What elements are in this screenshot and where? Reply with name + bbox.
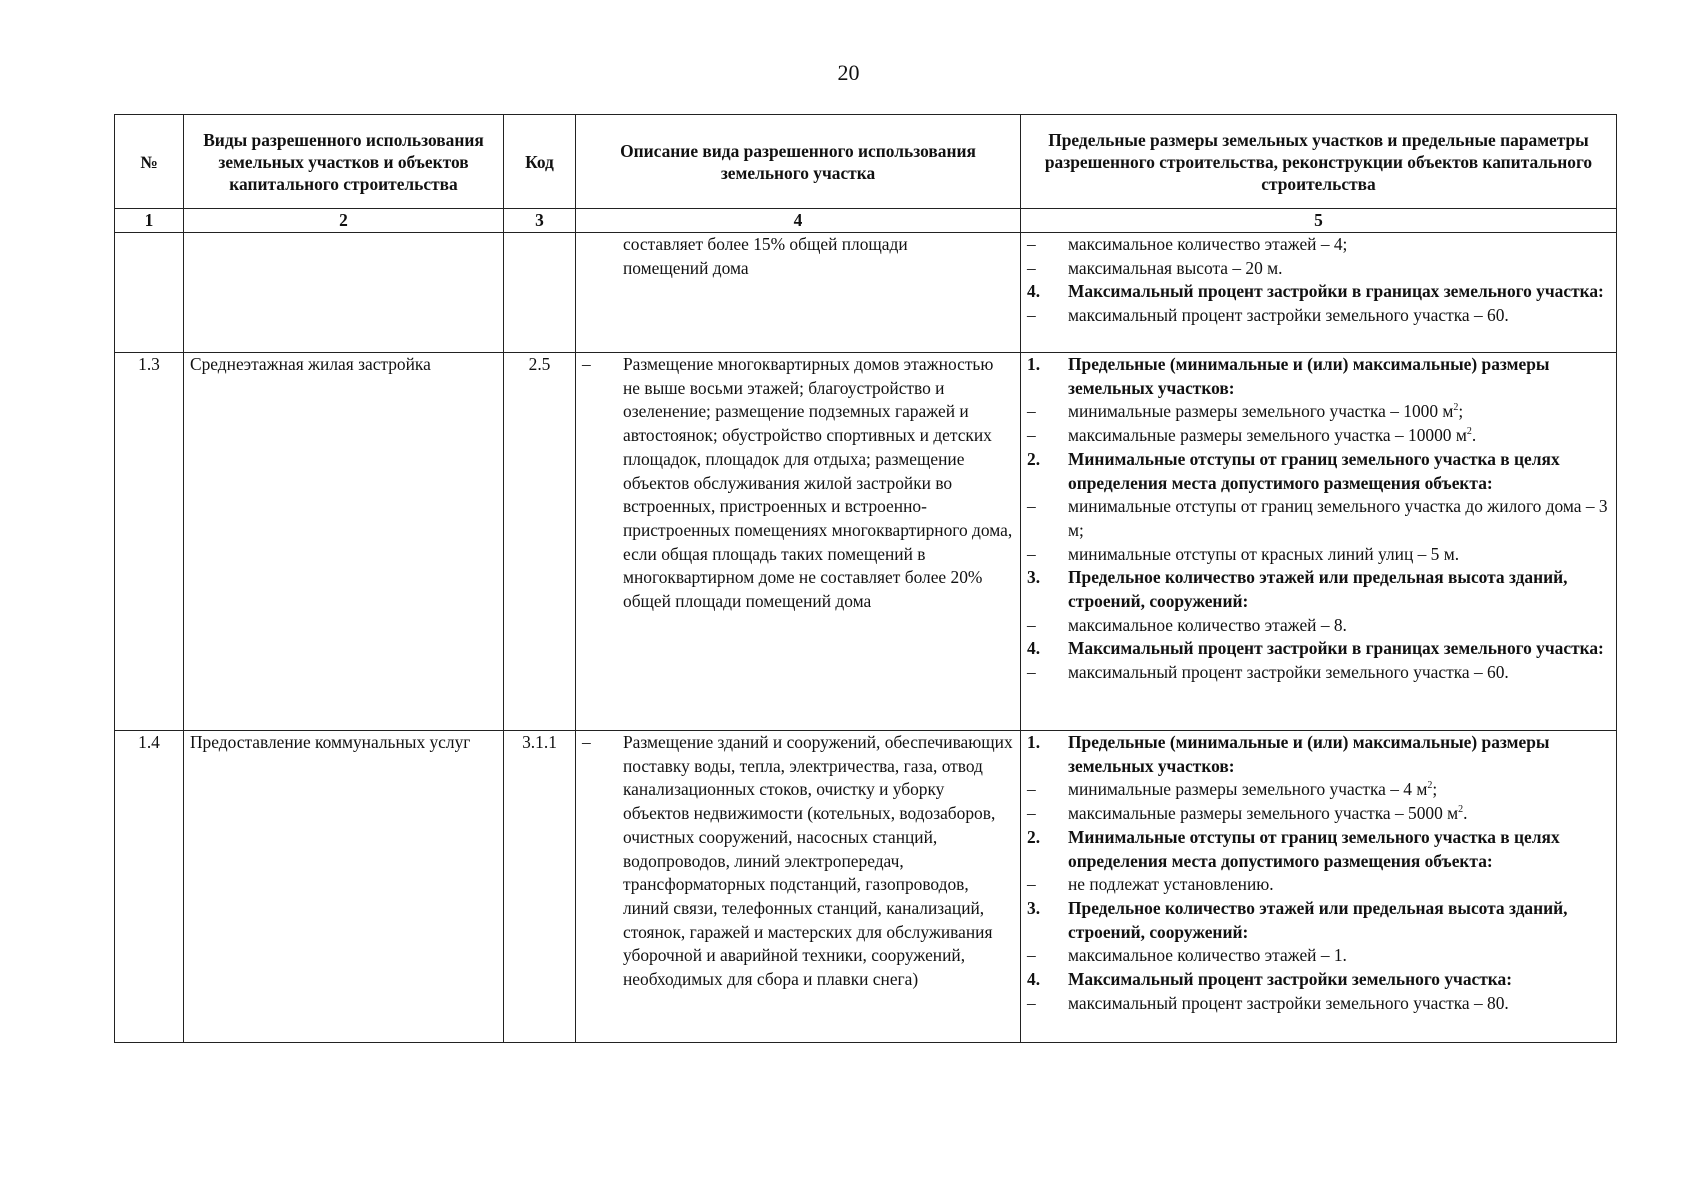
description-item — [582, 731, 1014, 992]
param-marker: 4. — [1027, 638, 1041, 659]
description-item — [582, 353, 1014, 614]
param-item — [1027, 873, 1610, 897]
param-text: Максимальный процент застройки в границах земельного участка: — [1068, 281, 1604, 302]
param-marker: 4. — [1027, 281, 1041, 302]
column-number-row — [115, 209, 1617, 233]
param-superscript: 2 — [1466, 426, 1472, 438]
param-marker: 1. — [1027, 732, 1041, 752]
table-row — [115, 233, 1617, 353]
row-number — [115, 233, 184, 353]
row-description — [576, 353, 1021, 731]
param-marker: – — [1027, 234, 1036, 254]
description-line: помещений дома — [623, 257, 749, 278]
param-marker: – — [1027, 874, 1036, 895]
param-heading — [1027, 968, 1610, 992]
param-heading — [1027, 897, 1610, 944]
param-item — [1027, 495, 1610, 542]
row-number: 1.3 — [115, 353, 184, 731]
param-marker: – — [1027, 662, 1036, 683]
column-number: 4 — [576, 209, 1021, 233]
description-text: Размещение многоквартирных домов этажностью не выше восьми этажей; благоустройство и озеленение; размещение подземных гаражей и автостоянок; обустройство спортивных и детских площадок, площадок для отдыха; размещение объектов обслуживания жилой застройки во встроенных, пристроенных и встроенно-пристроенных помещениях многоквартирного дома, если общая площадь таких помещений в многоквартирном доме не составляет более 20% общей площади помещений дома — [623, 354, 1013, 612]
row-description — [576, 731, 1021, 1043]
param-marker: – — [1027, 779, 1036, 800]
param-text: Максимальный процент застройки в границах земельного участка: — [1068, 638, 1604, 659]
param-text: максимальное количество этажей – 8. — [1068, 614, 1347, 635]
param-tail: . — [1463, 803, 1468, 824]
param-item — [1027, 543, 1610, 567]
table-row — [115, 353, 1617, 731]
param-marker: – — [1027, 945, 1036, 966]
param-item — [1027, 992, 1610, 1016]
param-text: Предельное количество этажей или предельная высота зданий, строений, сооружений: — [1068, 897, 1568, 942]
param-text: Предельные (минимальные и (или) максимальные) размеры земельных участков: — [1068, 732, 1550, 776]
param-marker: – — [1027, 425, 1036, 446]
param-item — [1027, 304, 1610, 328]
page-number: 20 — [837, 60, 860, 85]
param-text: Предельные (минимальные и (или) максимальные) размеры земельных участков: — [1068, 354, 1550, 398]
param-text: Минимальные отступы от границ земельного участка в целях определения места допустимого размещения объекта: — [1068, 448, 1560, 493]
row-parameters — [1021, 233, 1617, 353]
row-parameters — [1021, 353, 1617, 731]
param-text: максимальные размеры земельного участка – 5000 м — [1068, 803, 1459, 824]
param-marker: 4. — [1027, 969, 1041, 990]
description-text: Размещение зданий и сооружений, обеспечивающих поставку воды, тепла, электричества, газа, отвод канализационных стоков, очистку и уборку объектов недвижимости (котельных, водозаборов, очистных сооружений, насосных станций, водопроводов, линий электропередач, трансформаторных подстанций, газопроводов, линий связи, телефонных станций, канализаций, стоянок, гаражей и мастерских для обслуживания уборочной и аварийной техники, сооружений, необходимых для сбора и плавки снега) — [623, 732, 1013, 990]
param-item — [1027, 233, 1610, 257]
row-use-type: Среднеэтажная жилая застройка — [184, 353, 504, 731]
param-item — [1027, 661, 1610, 685]
row-parameters — [1021, 731, 1617, 1043]
param-text: минимальные размеры земельного участка – 4 м — [1068, 779, 1428, 800]
row-code: 2.5 — [504, 353, 576, 731]
table-header-row — [115, 115, 1617, 209]
param-heading — [1027, 448, 1610, 495]
param-item — [1027, 424, 1610, 448]
param-heading — [1027, 280, 1610, 304]
param-text-wrap — [1068, 424, 1610, 448]
param-text: максимальное количество этажей – 4; — [1068, 234, 1348, 254]
param-text: минимальные отступы от границ земельного участка до жилого дома – 3 м; — [1068, 496, 1608, 540]
param-marker: 2. — [1027, 826, 1041, 847]
row-code — [504, 233, 576, 353]
param-heading — [1027, 353, 1610, 400]
param-text: Максимальный процент застройки земельного участка: — [1068, 969, 1513, 990]
row-use-type — [184, 233, 504, 353]
param-item — [1027, 802, 1610, 826]
row-number: 1.4 — [115, 731, 184, 1043]
param-marker: – — [1027, 496, 1036, 517]
description-marker: – — [582, 732, 591, 752]
param-marker: – — [1027, 803, 1036, 824]
param-text-wrap — [1068, 778, 1610, 802]
description-marker: – — [582, 354, 591, 374]
param-heading — [1027, 826, 1610, 873]
param-marker: 2. — [1027, 448, 1041, 469]
header-parameters: Предельные размеры земельных участков и предельные параметры разрешенного строительства, реконструкции объектов капитального строительства — [1021, 115, 1617, 209]
param-item — [1027, 400, 1610, 424]
param-text: не подлежат установлению. — [1068, 874, 1274, 895]
param-marker: – — [1027, 257, 1036, 278]
param-text: максимальный процент застройки земельного участка – 80. — [1068, 992, 1509, 1013]
param-item — [1027, 944, 1610, 968]
column-number: 1 — [115, 209, 184, 233]
param-marker: 3. — [1027, 897, 1041, 918]
param-text-wrap — [1068, 802, 1610, 826]
param-heading — [1027, 637, 1610, 661]
row-use-type: Предоставление коммунальных услуг — [184, 731, 504, 1043]
description-line: составляет более 15% общей площади — [623, 234, 908, 254]
param-tail: ; — [1458, 401, 1464, 422]
param-tail: ; — [1432, 779, 1438, 800]
column-number: 3 — [504, 209, 576, 233]
param-text: Предельное количество этажей или предельная высота зданий, строений, сооружений: — [1068, 567, 1568, 612]
param-superscript: 2 — [1453, 402, 1459, 414]
param-text: максимальный процент застройки земельного участка – 60. — [1068, 662, 1509, 683]
row-description — [576, 233, 1021, 353]
header-number: № — [115, 115, 184, 209]
param-superscript: 2 — [1458, 804, 1464, 816]
param-item — [1027, 778, 1610, 802]
param-text: максимальный процент застройки земельного участка – 60. — [1068, 305, 1509, 326]
param-text: максимальная высота – 20 м. — [1068, 257, 1283, 278]
param-heading — [1027, 566, 1610, 613]
param-marker: 1. — [1027, 354, 1041, 374]
param-marker: – — [1027, 305, 1036, 326]
param-marker: – — [1027, 992, 1036, 1013]
param-superscript: 2 — [1427, 780, 1433, 792]
param-text: минимальные размеры земельного участка – 1000 м — [1068, 401, 1454, 422]
column-number: 2 — [184, 209, 504, 233]
param-text: Минимальные отступы от границ земельного участка в целях определения места допустимого размещения объекта: — [1068, 826, 1560, 871]
param-text-wrap — [1068, 400, 1610, 424]
param-marker: – — [1027, 614, 1036, 635]
param-heading — [1027, 731, 1610, 778]
param-marker: – — [1027, 543, 1036, 564]
header-code: Код — [504, 115, 576, 209]
param-marker: – — [1027, 401, 1036, 422]
param-marker: 3. — [1027, 567, 1041, 588]
param-text: минимальные отступы от красных линий улиц – 5 м. — [1068, 543, 1460, 564]
row-code: 3.1.1 — [504, 731, 576, 1043]
table-row — [115, 731, 1617, 1043]
column-number: 5 — [1021, 209, 1617, 233]
header-use-type: Виды разрешенного использования земельных участков и объектов капитального строительства — [184, 115, 504, 209]
param-item — [1027, 257, 1610, 281]
param-item — [1027, 614, 1610, 638]
header-description: Описание вида разрешенного использования земельного участка — [576, 115, 1021, 209]
param-text: максимальные размеры земельного участка – 10000 м — [1068, 425, 1467, 446]
param-text: максимальное количество этажей – 1. — [1068, 945, 1347, 966]
param-tail: . — [1471, 425, 1477, 446]
land-use-table — [114, 114, 1617, 1043]
